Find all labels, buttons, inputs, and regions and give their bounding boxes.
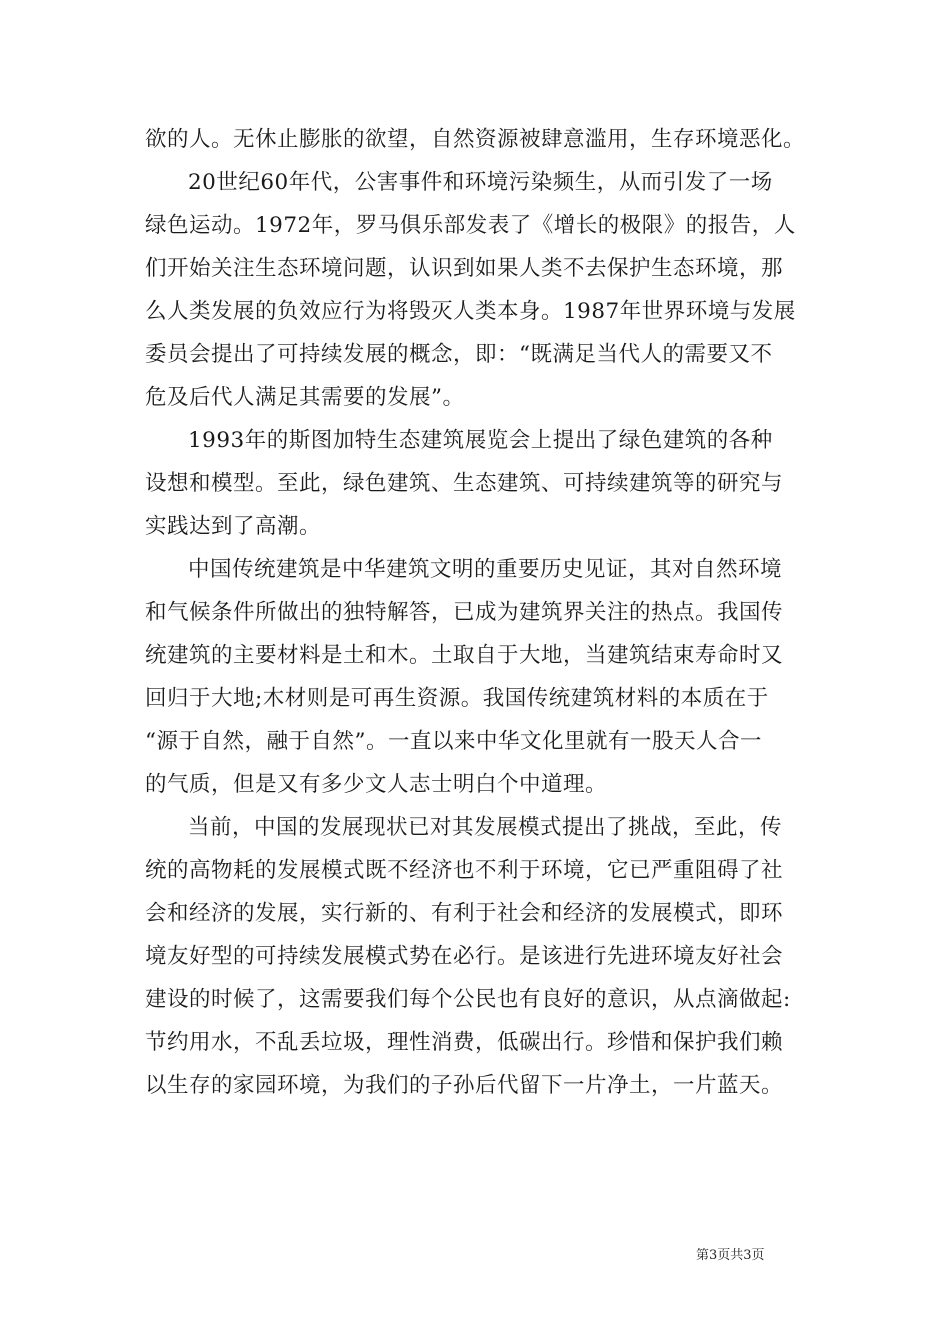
paragraph-start-line: 1993年的斯图加特生态建筑展览会上提出了绿色建筑的各种 bbox=[188, 428, 773, 453]
text-line: 绿色运动。1972年，罗马俱乐部发表了《增长的极限》的报告，人 bbox=[145, 213, 796, 238]
text-line: 的气质，但是又有多少文人志士明白个中道理。 bbox=[145, 772, 608, 797]
text-line: 节约用水，不乱丢垃圾，理性消费，低碳出行。珍惜和保护我们赖 bbox=[145, 1030, 784, 1055]
text-line: 设想和模型。至此，绿色建筑、生态建筑、可持续建筑等的研究与 bbox=[145, 471, 784, 496]
text-line: 会和经济的发展，实行新的、有利于社会和经济的发展模式，即环 bbox=[145, 901, 784, 926]
text-line: 回归于大地;木材则是可再生资源。我国传统建筑材料的本质在于 bbox=[145, 686, 769, 711]
text-line: 危及后代人满足其需要的发展”。 bbox=[145, 385, 465, 410]
text-line: 们开始关注生态环境问题，认识到如果人类不去保护生态环境，那 bbox=[145, 256, 784, 281]
text-line: 欲的人。无休止膨胀的欲望，自然资源被肆意滥用，生存环境恶化。 bbox=[145, 127, 806, 152]
page-number-footer: 第3页共3页 bbox=[696, 1248, 765, 1263]
text-line: 实践达到了高潮。 bbox=[145, 514, 322, 539]
text-line: 统建筑的主要材料是土和木。土取自于大地，当建筑结束寿命时又 bbox=[145, 643, 784, 668]
document-body bbox=[145, 118, 815, 1107]
text-line: 建设的时候了，这需要我们每个公民也有良好的意识，从点滴做起: bbox=[145, 987, 791, 1012]
text-line: 么人类发展的负效应行为将毁灭人类本身。1987年世界环境与发展 bbox=[145, 299, 796, 324]
text-line: 以生存的家园环境，为我们的子孙后代留下一片净土，一片蓝天。 bbox=[145, 1073, 784, 1098]
text-line: 委员会提出了可持续发展的概念，即：“既满足当代人的需要又不 bbox=[145, 342, 773, 367]
paragraph-start-line: 中国传统建筑是中华建筑文明的重要历史见证，其对自然环境 bbox=[188, 557, 783, 582]
text-line: 境友好型的可持续发展模式势在必行。是该进行先进环境友好社会 bbox=[145, 944, 784, 969]
paragraph-start-line: 20世纪60年代，公害事件和环境污染频生，从而引发了一场 bbox=[188, 170, 773, 195]
text-line: 统的高物耗的发展模式既不经济也不利于环境，它已严重阻碍了社 bbox=[145, 858, 784, 883]
text-line: 和气候条件所做出的独特解答，已成为建筑界关注的热点。我国传 bbox=[145, 600, 784, 625]
text-line: “源于自然，融于自然”。一直以来中华文化里就有一股天人合一 bbox=[145, 729, 762, 754]
paragraph-start-line: 当前，中国的发展现状已对其发展模式提出了挑战，至此，传 bbox=[188, 815, 783, 840]
